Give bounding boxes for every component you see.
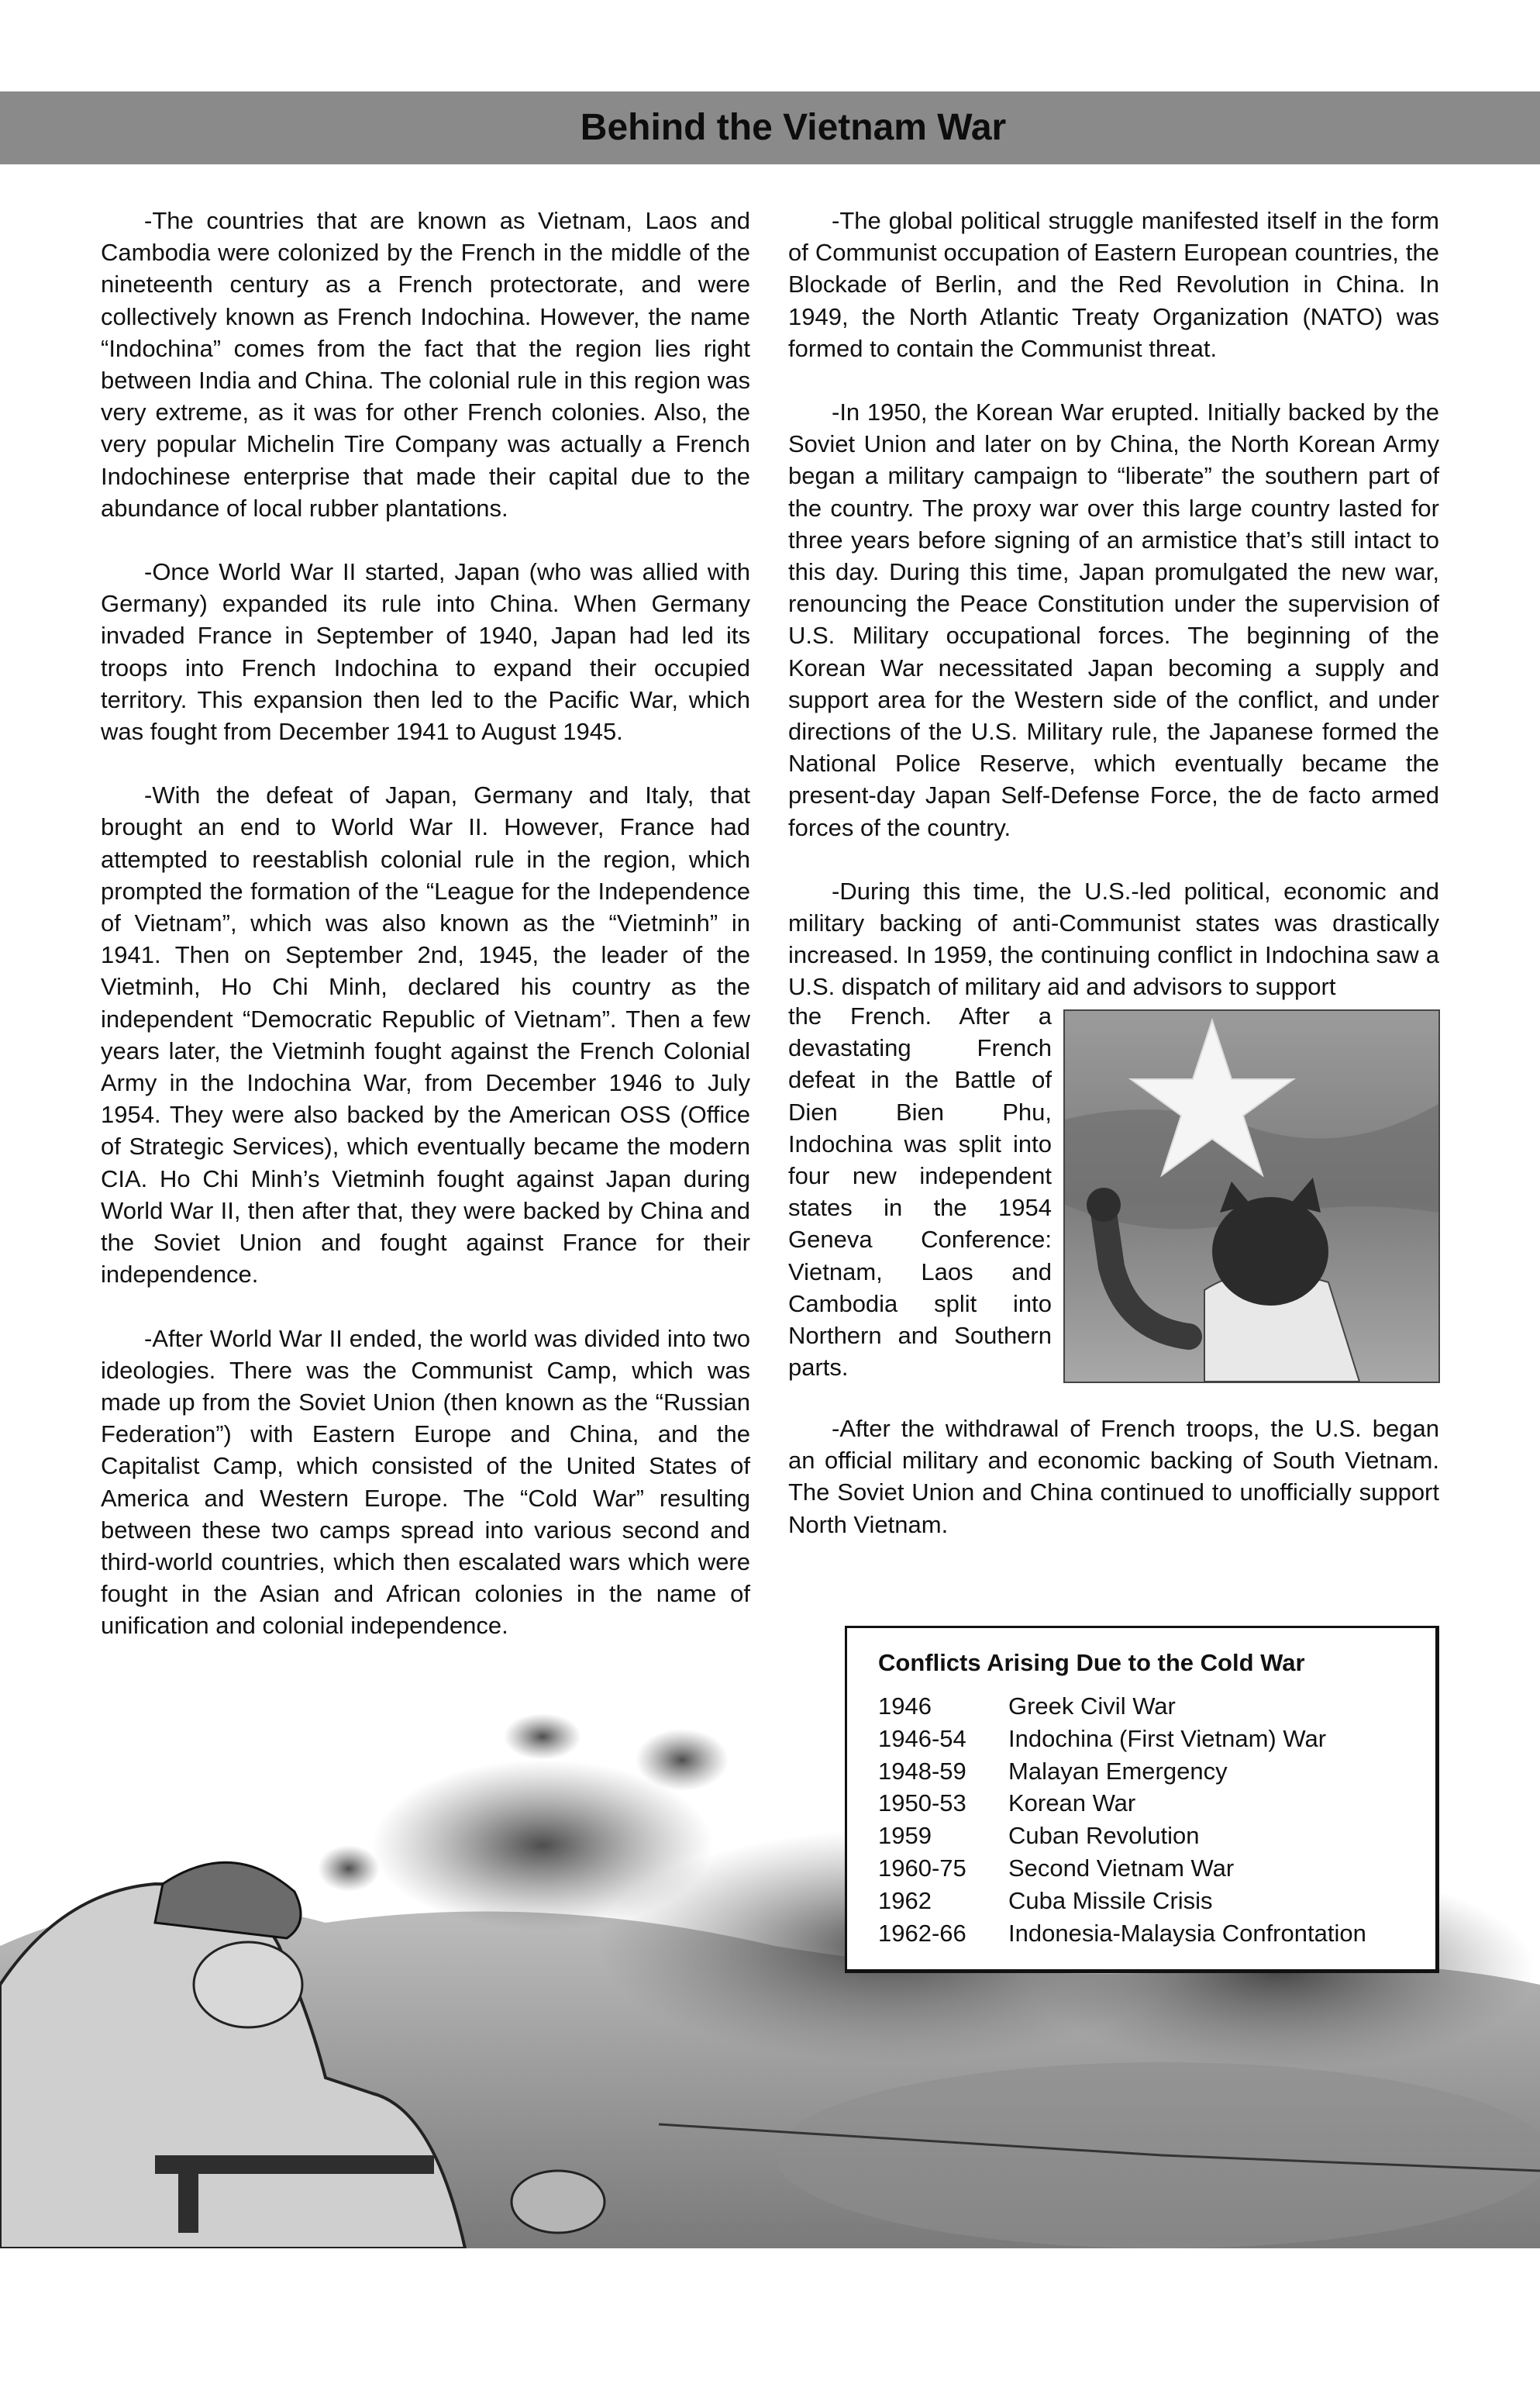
right-column — [788, 205, 1439, 1003]
page-title: Behind the Vietnam War — [580, 107, 1007, 148]
table-row — [878, 1723, 1404, 1755]
conflict-years: 1962 — [878, 1886, 932, 1914]
conflict-years: 1959 — [878, 1822, 932, 1850]
right-column-bottom — [788, 1413, 1439, 1540]
table-row — [878, 1885, 1404, 1917]
paragraph: -During this time, the U.S.-led political, economic and military backing of anti-Communist states was drastically increased. In 1959, the continuing conflict in Indochina saw a U.S. dispatch of military aid and advisors to support — [788, 877, 1439, 1001]
conflict-years: 1948-59 — [878, 1757, 966, 1785]
conflict-name: Cuba Missile Crisis — [1008, 1886, 1213, 1914]
table-row — [878, 1690, 1404, 1723]
paragraph: -After the withdrawal of French troops, the U.S. began an official military and economic backing of South Vietnam. The Soviet Union and China continued to unofficially support North Vietnam. — [788, 1415, 1439, 1538]
conflict-years: 1946-54 — [878, 1724, 966, 1752]
conflict-name: Korean War — [1008, 1789, 1136, 1817]
table-row — [878, 1917, 1404, 1950]
table-row — [878, 1787, 1404, 1820]
paragraph: -Once World War II started, Japan (who was allied with Germany) expanded its rule into China. When Germany invaded France in September of 1940, Japan had led its troops into French Indochina to expand their occupied territory. This expansion then led to the Pacific War, which was fought from December 1941 to August 1945. — [101, 558, 750, 746]
conflict-name: Cuban Revolution — [1008, 1822, 1200, 1850]
table-row — [878, 1820, 1404, 1852]
conflict-name: Malayan Emergency — [1008, 1757, 1228, 1785]
paragraph: -In 1950, the Korean War erupted. Initially backed by the Soviet Union and later on by China, the North Korean Army began a military campaign to “liberate” the southern part of the country. The proxy war over this large country lasted for three years before signing of an armistice that’s still intact to this day. During this time, Japan promulgated the new war, renouncing the Peace Constitution under the supervision of U.S. Military occupational forces. The beginning of the Korean War necessitated Japan becoming a supply and support area for the Western side of the conflict, and under directions of the U.S. Military rule, the Japanese formed the National Police Reserve, which eventually became the present-day Japan Self-Defense Force, the de facto armed forces of the country. — [788, 398, 1439, 841]
conflict-name: Greek Civil War — [1008, 1692, 1176, 1720]
conflict-years: 1960-75 — [878, 1854, 966, 1882]
conflict-name: Second Vietnam War — [1008, 1854, 1235, 1882]
conflicts-table — [845, 1626, 1439, 1973]
paragraph: -The countries that are known as Vietnam, Laos and Cambodia were colonized by the French in the middle of the nineteenth century as a French protectorate, and were collectively known as French Indochina. However, the name “Indochina” comes from the fact that the region lies right between India and China. The colonial rule in this region was very extreme, as it was for other French colonies. Also, the very popular Michelin Tire Company was actually a French Indochinese enterprise that made their capital due to the abundance of local rubber plantations. — [101, 207, 750, 522]
ho-chi-minh-illustration — [1063, 1009, 1440, 1383]
table-row — [878, 1852, 1404, 1885]
conflict-years: 1950-53 — [878, 1789, 966, 1817]
conflict-years: 1946 — [878, 1692, 932, 1720]
conflict-name: Indochina (First Vietnam) War — [1008, 1724, 1327, 1752]
title-bar — [0, 91, 1540, 164]
conflict-years: 1962-66 — [878, 1919, 966, 1947]
conflict-name: Indonesia-Malaysia Confrontation — [1008, 1919, 1366, 1947]
conflicts-heading: Conflicts Arising Due to the Cold War — [878, 1649, 1305, 1676]
paragraph: -The global political struggle manifested itself in the form of Communist occupation of Eastern European countries, the Blockade of Berlin, and the Red Revolution in China. In 1949, the North Atlantic Treaty Organization (NATO) was formed to contain the Communist threat. — [788, 207, 1439, 362]
table-row — [878, 1755, 1404, 1788]
paragraph: -With the defeat of Japan, Germany and Italy, that brought an end to World War II. However, France had attempted to reestablish colonial rule in the region, which prompted the formation of the “League for the Independence of Vietnam”, which was also known as the “Vietminh” in 1941. Then on September 2nd, 1945, the leader of the Vietminh, Ho Chi Minh, declared his country as the independent “Democratic Republic of Vietnam”. Then a few years later, the Vietminh fought against the French Colonial Army in the Indochina War, from December 1946 to July 1954. They were also backed by the American OSS (Office of Strategic Services), which eventually became the modern CIA. Ho Chi Minh’s Vietminh fought against Japan during World War II, then after that, they were backed by China and the Soviet Union and fought against France for their independence. — [101, 781, 750, 1289]
paragraph: -After World War II ended, the world was divided into two ideologies. There was the Communist Camp, which was made up from the Soviet Union (then known as the “Russian Federation”) with Eastern Europe and China, and the Capitalist Camp, which consisted of the United States of America and Western Europe. The “Cold War” resulting between these two camps spread into various second and third-world countries, which then escalated wars which were fought in the Asian and African colonies in the name of unification and colonial independence. — [101, 1324, 750, 1640]
left-column — [101, 205, 750, 1642]
right-column-wrapped-text: the French. After a devastating French defeat in the Battle of Dien Bien Phu, Indochina was split into four new independent states in the 1954 Geneva Conference: Vietnam, Laos and Cambodia split into Northern and Southern parts. — [788, 1002, 1052, 1382]
